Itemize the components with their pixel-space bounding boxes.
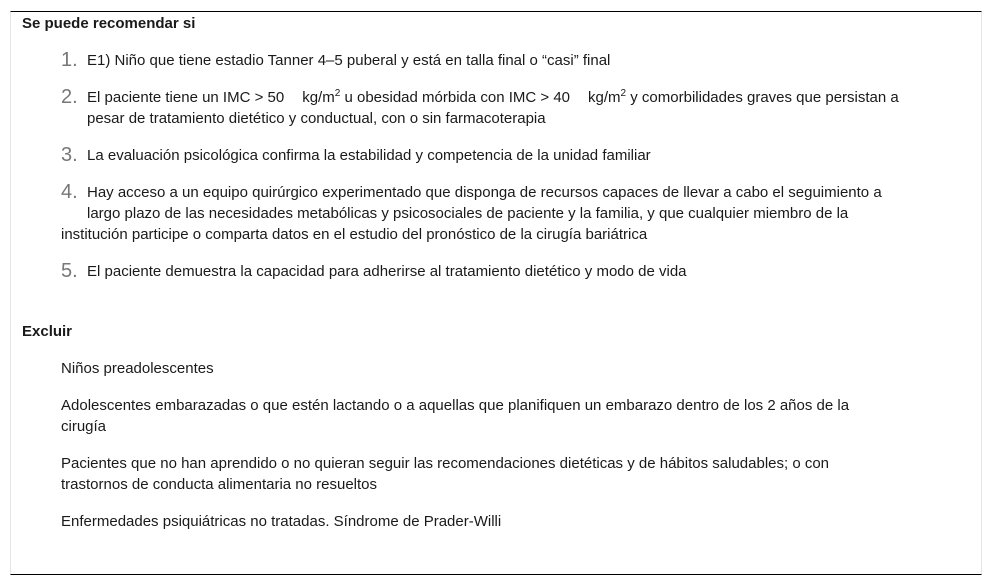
exclusion-text: Niños preadolescentes — [61, 360, 214, 377]
list-item — [61, 145, 961, 166]
unit-text: kg/m — [588, 89, 621, 106]
list-text: y comorbilidades graves que persistan a — [626, 89, 899, 106]
list-item — [61, 50, 961, 71]
section-title-exclude: Excluir — [22, 323, 73, 340]
exclusion-text-continued: trastornos de conducta alimentaria no resueltos — [61, 476, 378, 493]
superscript: 2 — [620, 88, 627, 99]
list-text-continued: pesar de tratamiento dietético y conductual, con o sin farmacoterapia — [87, 110, 546, 127]
list-item — [61, 261, 961, 282]
list-text: El paciente tiene un IMC > 50 — [87, 89, 285, 106]
list-item — [61, 182, 961, 245]
list-text: Hay acceso a un equipo quirúrgico experimentado que disponga de recursos capaces de llevar a cabo el seguimiento a — [87, 184, 882, 201]
exclusion-item — [61, 358, 941, 379]
list-number: 3. — [61, 144, 78, 166]
exclusion-item — [61, 395, 941, 437]
list-number: 5. — [61, 260, 78, 282]
list-number: 1. — [61, 49, 78, 71]
list-text: u obesidad mórbida con IMC > 40 — [340, 89, 571, 106]
list-text: El paciente demuestra la capacidad para adherirse al tratamiento dietético y modo de vida — [87, 263, 687, 280]
section-title-recommend: Se puede recomendar si — [22, 15, 196, 32]
exclusion-item — [61, 511, 941, 532]
exclusion-text: Adolescentes embarazadas o que estén lactando o a aquellas que planifiquen un embarazo dentro de los 2 años de la — [61, 397, 850, 414]
list-text: E1) Niño que tiene estadio Tanner 4–5 puberal y está en talla final o “casi” final — [87, 52, 611, 69]
list-text-continued: largo plazo de las necesidades metabólicas y psicosociales de paciente y la familia, y que cualquier miembro de la — [87, 205, 849, 222]
exclusion-text: Enfermedades psiquiátricas no tratadas. Síndrome de Prader-Willi — [61, 513, 502, 530]
list-number: 4. — [61, 181, 78, 203]
exclusion-text-continued: cirugía — [61, 418, 107, 435]
unit-text: kg/m — [302, 89, 335, 106]
exclusion-text: Pacientes que no han aprendido o no quieran seguir las recomendaciones dietéticas y de hábitos saludables; o con — [61, 455, 830, 472]
list-text: La evaluación psicológica confirma la estabilidad y competencia de la unidad familiar — [87, 147, 651, 164]
exclusion-item — [61, 453, 941, 495]
list-text-continued: institución participe o comparta datos en el estudio del pronóstico de la cirugía bariátrica — [61, 226, 648, 243]
criteria-table — [10, 11, 982, 575]
list-number: 2. — [61, 86, 78, 108]
list-item — [61, 87, 961, 129]
superscript: 2 — [334, 88, 341, 99]
